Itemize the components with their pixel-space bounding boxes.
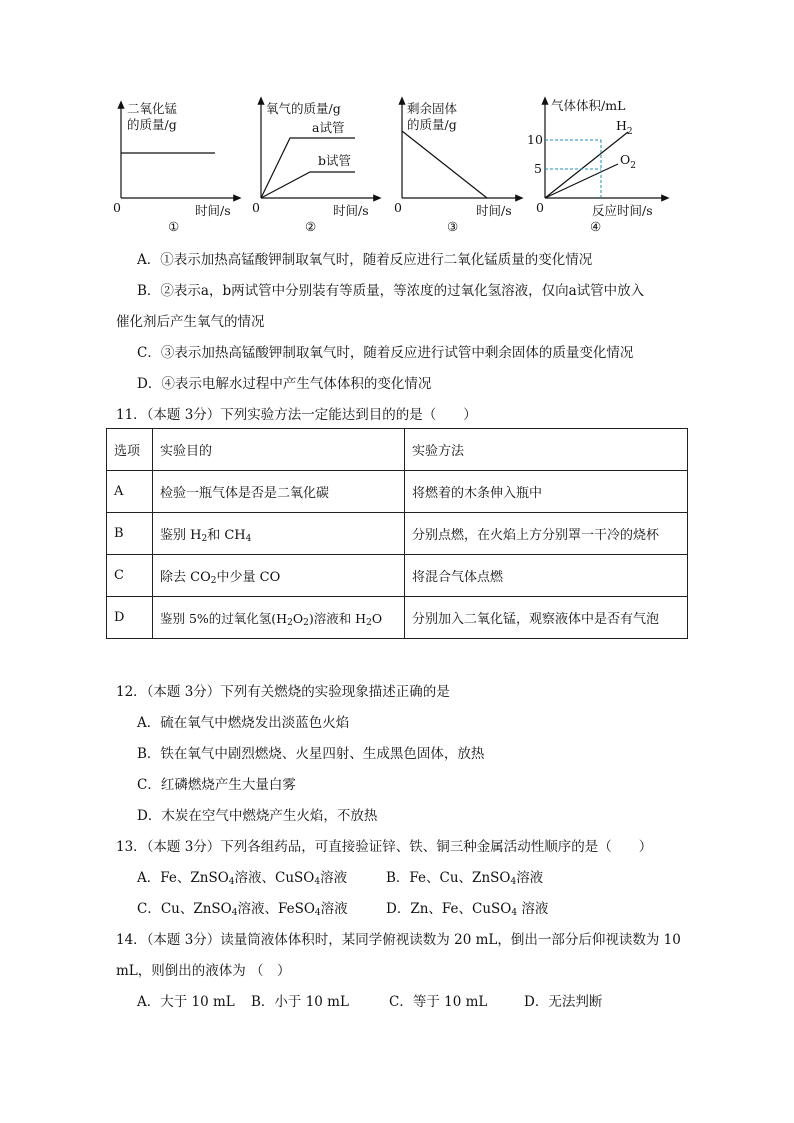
header-method: 实验方法 <box>405 429 688 471</box>
q13-option-b: B．Fe、Cu、ZnSO$_4$溶液 <box>386 870 544 887</box>
table-row <box>107 597 688 639</box>
row-c-option: C <box>107 555 153 597</box>
graph-3-xlabel: 时间/s <box>476 203 512 218</box>
q12-option-c: C．红磷燃烧产生大量白雾 <box>137 777 296 793</box>
graph-2-origin: 0 <box>252 200 260 215</box>
graph-4-number: ④ <box>590 219 602 234</box>
graph-4-xlabel: 反应时间/s <box>592 203 653 218</box>
graph-1-number: ① <box>168 219 180 234</box>
q13-stem: 13．（本题 3分）下列各组药品，可直接验证锌、铁、铜三种金属活动性顺序的是（ ） <box>116 839 653 855</box>
q12-stem: 12．（本题 3分）下列有关燃烧的实验现象描述正确的是 <box>116 684 450 700</box>
graph-2-line-b <box>261 172 355 198</box>
graph-4-ylabel: 气体体积/mL <box>551 98 626 113</box>
q14-option-a: A．大于 10 mL <box>137 994 235 1010</box>
row-a-method: 将燃着的木条伸入瓶中 <box>405 471 688 513</box>
row-c-method: 将混合气体点燃 <box>405 555 688 597</box>
graph-2-label-a: a试管 <box>312 120 345 135</box>
graph-4-label-o2: $O_2$ <box>620 152 636 171</box>
graph-3-line <box>402 131 487 198</box>
graph-1-ylabel-2: 的质量/g <box>127 117 177 132</box>
row-b-goal: 鉴别 $H_2$和 $CH_4$ <box>153 513 405 555</box>
q10-option-a: A．①表示加热高锰酸钾制取氧气时，随着反应进行二氧化锰质量的变化情况 <box>137 252 593 268</box>
graph-1 <box>113 101 238 234</box>
row-b-option: B <box>107 513 153 555</box>
row-a-goal: 检验一瓶气体是否是二氧化碳 <box>153 471 405 513</box>
graph-3 <box>394 100 520 234</box>
q14-option-d: D．无法判断 <box>524 994 603 1010</box>
q11-table <box>106 428 688 639</box>
row-d-goal: 鉴别 5%的过氧化氢$(H_2O_2)$溶液和 $H_2O$ <box>153 597 405 639</box>
graph-3-number: ③ <box>447 219 459 234</box>
header-goal: 实验目的 <box>153 429 405 471</box>
table-header-row <box>107 429 688 471</box>
q13-option-a: A．Fe、ZnSO$_4$溶液、CuSO$_4$溶液 <box>137 870 348 887</box>
row-c-goal: 除去 $CO_2$中少量 CO <box>153 555 405 597</box>
q12-option-b: B．铁在氧气中剧烈燃烧、火星四射、生成黑色固体，放热 <box>137 746 485 762</box>
q10-option-c: C．③表示加热高锰酸钾制取氧气时，随着反应进行试管中剩余固体的质量变化情况 <box>137 345 634 361</box>
graph-1-xlabel: 时间/s <box>195 203 231 218</box>
q14-stem-line1: 14．（本题 3分）读量筒液体体积时，某同学俯视读数为 20 mL，倒出一部分后仰视读数为 10 <box>116 932 681 948</box>
graph-2-label-b: b试管 <box>318 153 352 168</box>
q11-stem: 11．（本题 3分）下列实验方法一定能达到目的的是（ ） <box>116 407 477 423</box>
row-d-option: D <box>107 597 153 639</box>
graph-2-number: ② <box>305 219 317 234</box>
row-a-option: A <box>107 471 153 513</box>
row-b-method: 分别点燃，在火焰上方分别罩一干冷的烧杯 <box>405 513 688 555</box>
table-row <box>107 555 688 597</box>
graph-2-xlabel: 时间/s <box>333 203 369 218</box>
graph-4-label-h2: $H_2$ <box>616 118 633 137</box>
q10-option-b-line2: 催化剂后产生氧气的情况 <box>116 314 265 330</box>
table-row <box>107 471 688 513</box>
graph-3-ylabel-1: 剩余固体 <box>407 101 458 116</box>
graph-4-origin: 0 <box>536 200 544 215</box>
q12-option-a: A．硫在氧气中燃烧发出淡蓝色火焰 <box>137 715 350 731</box>
graph-1-ylabel-1: 二氧化锰 <box>127 101 178 116</box>
graph-2-line-a <box>261 138 355 198</box>
q14-option-b: B．小于 10 mL <box>251 994 349 1010</box>
q12-option-d: D．木炭在空气中燃烧产生火焰，不放热 <box>137 808 378 824</box>
q13-option-c: C．Cu、ZnSO$_4$溶液、FeSO$_4$溶液 <box>137 901 348 918</box>
q13-option-d: D．Zn、Fe、CuSO$_4$ 溶液 <box>386 901 549 918</box>
table-row <box>107 513 688 555</box>
graph-1-origin: 0 <box>113 200 121 215</box>
graphs-figure <box>0 0 794 240</box>
graph-4-tick-10: 10 <box>527 132 543 147</box>
header-option: 选项 <box>107 429 153 471</box>
q10-option-d: D．④表示电解水过程中产生气体体积的变化情况 <box>137 376 432 392</box>
graph-4 <box>527 98 666 234</box>
q14-option-c: C．等于 10 mL <box>389 994 488 1010</box>
q14-stem-line2: mL，则倒出的液体为 （ ） <box>116 963 291 979</box>
row-d-method: 分别加入二氧化锰，观察液体中是否有气泡 <box>405 597 688 639</box>
graph-3-ylabel-2: 的质量/g <box>407 117 457 132</box>
q10-option-b-line1: B．②表示a，b两试管中分别装有等质量，等浓度的过氧化氢溶液，仅向a试管中放入 <box>137 283 645 299</box>
graph-3-origin: 0 <box>394 200 402 215</box>
graph-2 <box>252 100 378 234</box>
graph-4-tick-5: 5 <box>534 161 542 176</box>
graph-2-ylabel: 氧气的质量/g <box>266 101 341 116</box>
